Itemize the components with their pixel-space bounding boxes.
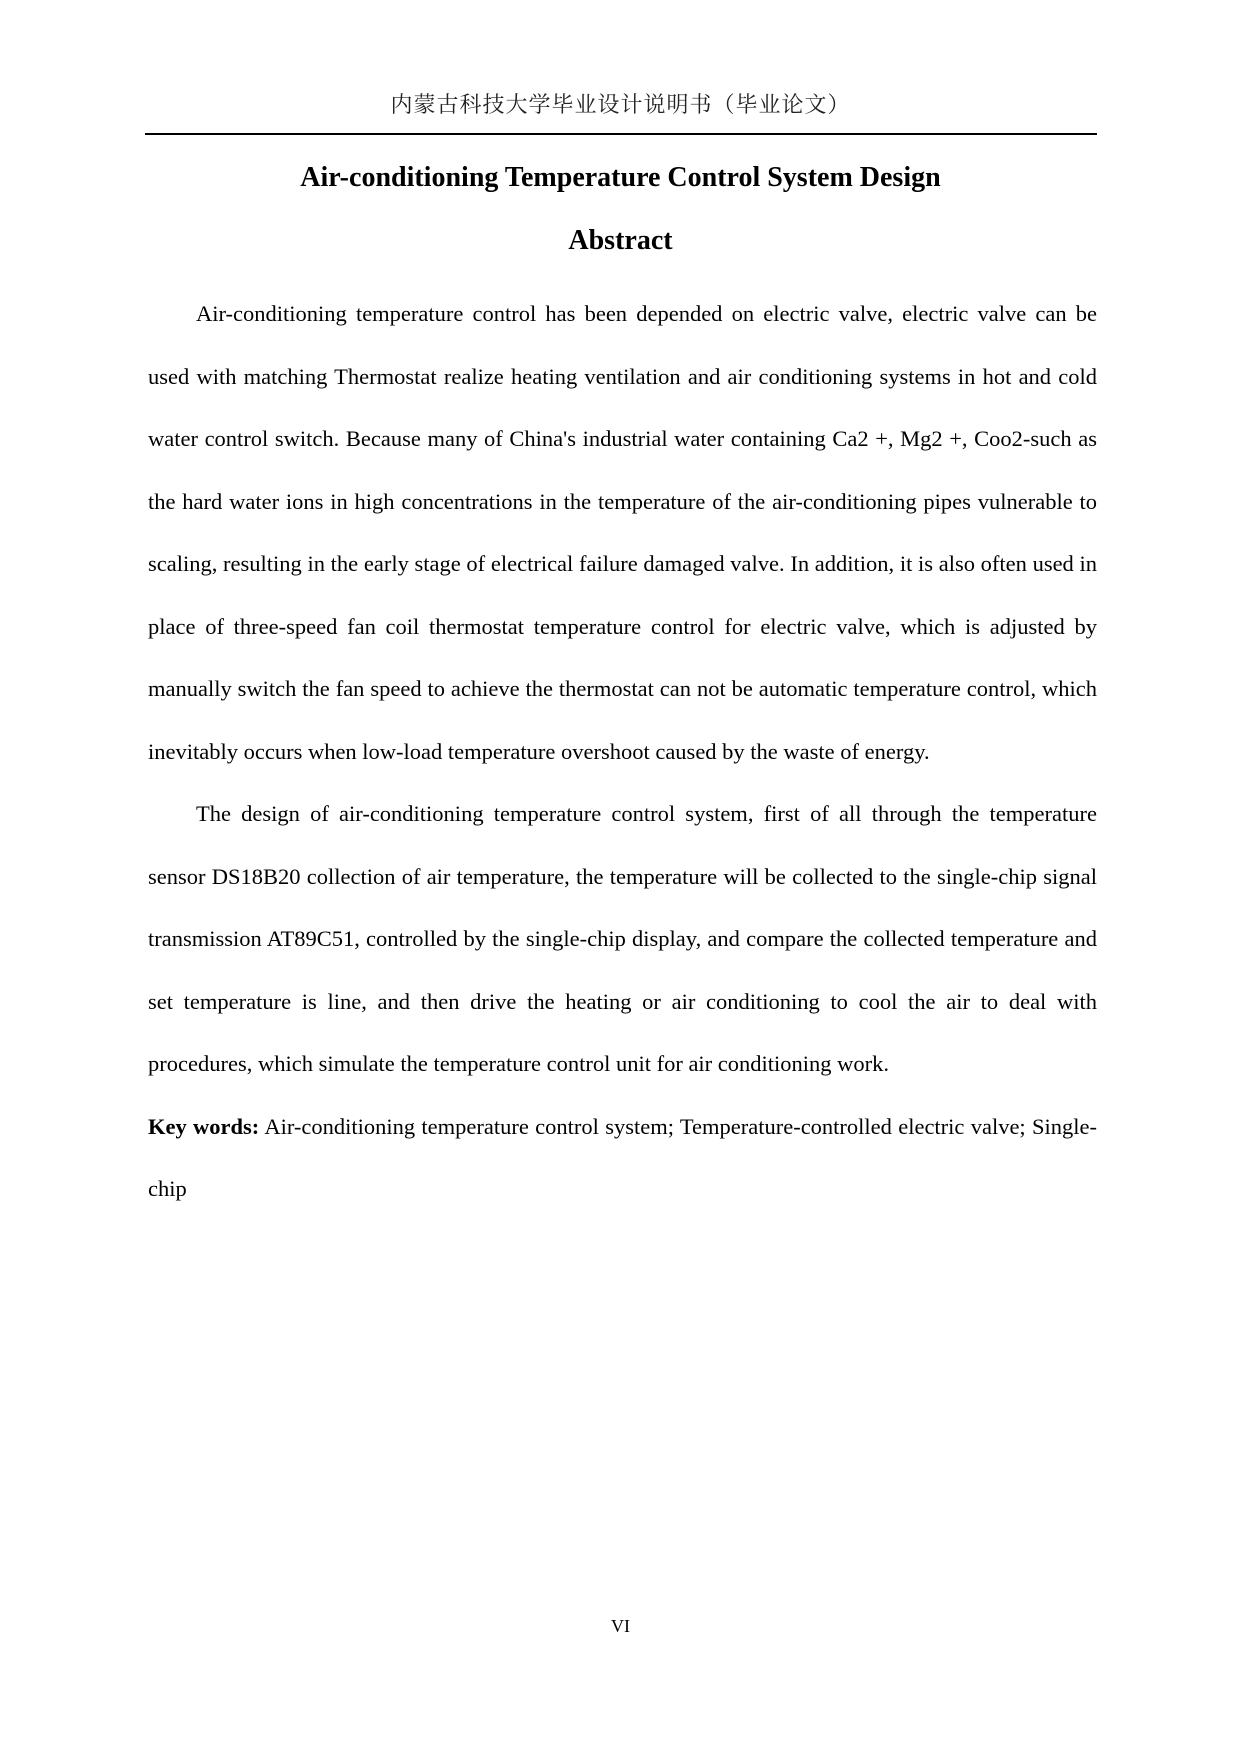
- keywords-label: Key words:: [148, 1113, 260, 1139]
- keywords-line: [148, 1096, 1097, 1221]
- document-title: Air-conditioning Temperature Control System Design: [300, 162, 941, 193]
- header-divider: [145, 133, 1097, 135]
- running-header: 内蒙古科技大学毕业设计说明书（毕业论文）: [390, 93, 851, 118]
- page-number: VI: [611, 1616, 630, 1636]
- abstract-paragraph: Air-conditioning temperature control has been depended on electric valve, electric valve can be used with matching Thermostat realize heating ventilation and air conditioning systems in hot and cold water control switch. Because many of China's industrial water containing Ca2 +, Mg2 +, Coo2-such as the hard water ions in high concentrations in the temperature of the air-conditioning pipes vulnerable to scaling, resulting in the early stage of electrical failure damaged valve. In addition, it is also often used in place of three-speed fan coil thermostat temperature control for electric valve, which is adjusted by manually switch the fan speed to achieve the thermostat can not be automatic temperature control, which inevitably occurs when low-load temperature overshoot caused by the waste of energy.: [148, 301, 1097, 764]
- abstract-body: [148, 283, 1097, 1221]
- section-heading-abstract: Abstract: [568, 225, 673, 256]
- keywords-text: Air-conditioning temperature control system; Temperature-controlled electric valve; Single-chip: [148, 1113, 1097, 1201]
- abstract-paragraph: The design of air-conditioning temperature control system, first of all through the temperature sensor DS18B20 collection of air temperature, the temperature will be collected to the single-chip signal transmission AT89C51, controlled by the single-chip display, and compare the collected temperature and set temperature is line, and then drive the heating or air conditioning to cool the air to deal with procedures, which simulate the temperature control unit for air conditioning work.: [148, 801, 1097, 1076]
